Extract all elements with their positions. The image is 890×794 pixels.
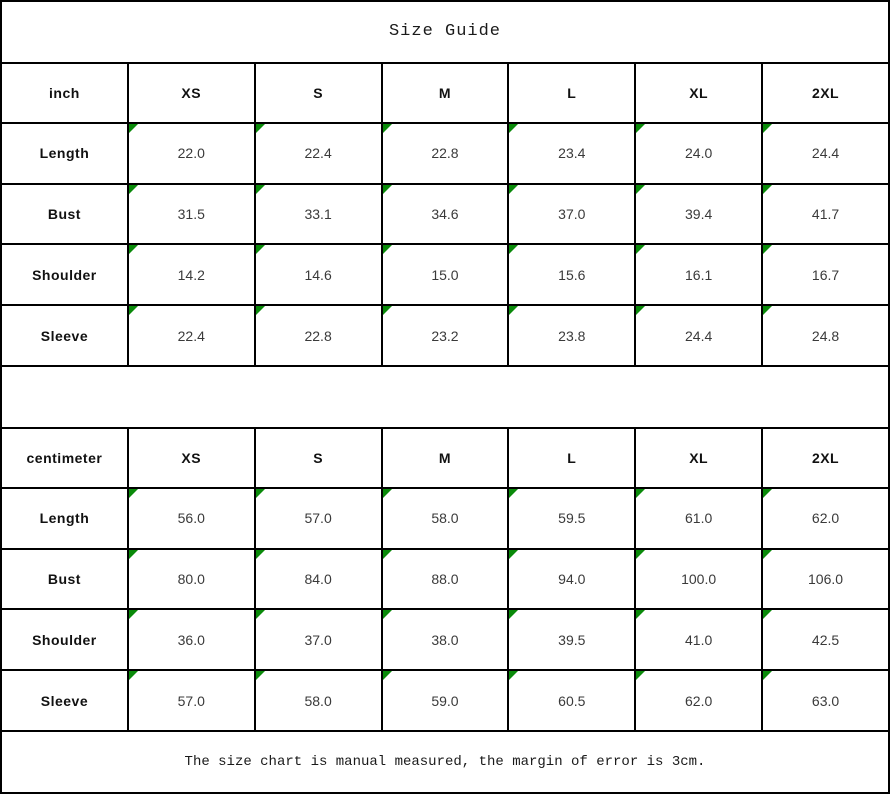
measurement-label-cell-shoulder-text: Shoulder bbox=[32, 266, 97, 283]
size-value-cell bbox=[382, 123, 509, 184]
size-value-cell bbox=[762, 609, 889, 670]
size-header-cell-xs-text: XS bbox=[181, 449, 202, 466]
size-header-cell-m-text: M bbox=[438, 84, 452, 101]
green-corner-marker-icon bbox=[636, 306, 645, 315]
size-header-cell-l bbox=[508, 63, 635, 123]
green-corner-marker-icon bbox=[383, 550, 392, 559]
green-corner-marker-icon bbox=[129, 124, 138, 133]
size-header-cell-2xl bbox=[762, 428, 889, 488]
green-corner-marker-icon bbox=[763, 306, 772, 315]
measurement-label-cell-length bbox=[1, 123, 128, 184]
size-value-cell-text: 36.0 bbox=[177, 631, 205, 648]
size-guide-table-body bbox=[1, 1, 889, 793]
size-value-cell bbox=[762, 305, 889, 366]
size-header-cell-2xl bbox=[762, 63, 889, 123]
size-value-cell bbox=[508, 670, 635, 731]
green-corner-marker-icon bbox=[509, 610, 518, 619]
size-value-cell bbox=[635, 488, 762, 549]
size-value-cell bbox=[382, 609, 509, 670]
size-header-cell-xl-text: XL bbox=[689, 449, 709, 466]
green-corner-marker-icon bbox=[763, 550, 772, 559]
green-corner-marker-icon bbox=[636, 245, 645, 254]
size-header-cell-xl-text: XL bbox=[689, 84, 709, 101]
footer-note-row bbox=[1, 731, 889, 793]
size-value-cell bbox=[128, 123, 255, 184]
green-corner-marker-icon bbox=[383, 489, 392, 498]
size-value-cell-text: 22.8 bbox=[304, 327, 332, 344]
measurement-row-shoulder bbox=[1, 609, 889, 670]
measurement-label-cell-sleeve bbox=[1, 670, 128, 731]
size-value-cell-text: 41.7 bbox=[811, 205, 840, 222]
spacer-row bbox=[1, 366, 889, 428]
green-corner-marker-icon bbox=[636, 610, 645, 619]
green-corner-marker-icon bbox=[636, 489, 645, 498]
size-value-cell-text: 39.4 bbox=[685, 205, 713, 222]
size-value-cell bbox=[635, 305, 762, 366]
unit-header-cell-inch bbox=[1, 63, 128, 123]
green-corner-marker-icon bbox=[383, 671, 392, 680]
measurement-row-bust bbox=[1, 549, 889, 610]
size-value-cell bbox=[255, 184, 382, 245]
green-corner-marker-icon bbox=[509, 671, 518, 680]
measurement-row-shoulder bbox=[1, 244, 889, 305]
size-value-cell bbox=[762, 549, 889, 610]
green-corner-marker-icon bbox=[256, 185, 265, 194]
size-value-cell-text: 22.8 bbox=[431, 145, 459, 162]
measurement-row-length bbox=[1, 123, 889, 184]
green-corner-marker-icon bbox=[763, 185, 772, 194]
size-value-cell bbox=[255, 609, 382, 670]
size-value-cell bbox=[255, 670, 382, 731]
green-corner-marker-icon bbox=[256, 489, 265, 498]
size-value-cell bbox=[128, 549, 255, 610]
size-value-cell bbox=[508, 244, 635, 305]
size-value-cell-text: 23.8 bbox=[558, 327, 586, 344]
green-corner-marker-icon bbox=[763, 671, 772, 680]
size-value-cell-text: 14.6 bbox=[304, 266, 332, 283]
unit-header-cell-inch-text: inch bbox=[49, 84, 80, 101]
size-header-cell-xs bbox=[128, 63, 255, 123]
size-value-cell-text: 80.0 bbox=[177, 571, 205, 588]
green-corner-marker-icon bbox=[383, 124, 392, 133]
size-header-cell-m bbox=[382, 428, 509, 488]
size-header-row-centimeter bbox=[1, 428, 889, 488]
green-corner-marker-icon bbox=[509, 306, 518, 315]
size-value-cell bbox=[382, 244, 509, 305]
green-corner-marker-icon bbox=[129, 489, 138, 498]
measurement-row-sleeve bbox=[1, 305, 889, 366]
size-value-cell-text: 33.1 bbox=[304, 205, 332, 222]
size-header-cell-s bbox=[255, 63, 382, 123]
measurement-label-cell-length bbox=[1, 488, 128, 549]
size-guide-title-text: Size Guide bbox=[388, 22, 502, 42]
green-corner-marker-icon bbox=[763, 245, 772, 254]
size-value-cell-text: 24.4 bbox=[685, 327, 713, 344]
size-value-cell bbox=[128, 488, 255, 549]
size-value-cell-text: 100.0 bbox=[681, 571, 717, 588]
size-value-cell bbox=[128, 305, 255, 366]
spacer-cell bbox=[1, 366, 889, 428]
measurement-label-cell-bust bbox=[1, 184, 128, 245]
size-value-cell-text: 23.2 bbox=[431, 327, 459, 344]
green-corner-marker-icon bbox=[256, 610, 265, 619]
size-value-cell-text: 58.0 bbox=[431, 510, 459, 527]
green-corner-marker-icon bbox=[509, 185, 518, 194]
size-value-cell bbox=[635, 184, 762, 245]
size-value-cell bbox=[382, 184, 509, 245]
size-value-cell-text: 41.0 bbox=[685, 631, 713, 648]
size-value-cell bbox=[762, 670, 889, 731]
unit-header-cell-centimeter-text: centimeter bbox=[26, 449, 103, 466]
size-header-cell-s-text: S bbox=[313, 449, 324, 466]
size-value-cell-text: 56.0 bbox=[177, 510, 205, 527]
size-value-cell-text: 106.0 bbox=[808, 571, 844, 588]
green-corner-marker-icon bbox=[129, 671, 138, 680]
green-corner-marker-icon bbox=[256, 550, 265, 559]
size-value-cell-text: 37.0 bbox=[304, 631, 332, 648]
size-value-cell bbox=[508, 184, 635, 245]
size-value-cell bbox=[255, 244, 382, 305]
size-header-row-inch bbox=[1, 63, 889, 123]
size-value-cell bbox=[635, 123, 762, 184]
green-corner-marker-icon bbox=[636, 124, 645, 133]
measurement-label-cell-sleeve-text: Sleeve bbox=[40, 692, 89, 709]
size-header-cell-s bbox=[255, 428, 382, 488]
size-value-cell bbox=[762, 488, 889, 549]
footer-note-text: The size chart is manual measured, the margin of error is 3cm. bbox=[184, 754, 706, 771]
size-header-cell-l bbox=[508, 428, 635, 488]
size-value-cell-text: 42.5 bbox=[811, 631, 840, 648]
green-corner-marker-icon bbox=[636, 185, 645, 194]
size-value-cell-text: 23.4 bbox=[558, 145, 586, 162]
size-header-cell-l-text: L bbox=[567, 449, 577, 466]
measurement-label-cell-length-text: Length bbox=[39, 145, 90, 162]
size-value-cell bbox=[255, 305, 382, 366]
size-value-cell bbox=[762, 123, 889, 184]
size-guide-title bbox=[1, 1, 889, 63]
measurement-label-cell-length-text: Length bbox=[39, 510, 90, 527]
size-value-cell bbox=[762, 244, 889, 305]
measurement-row-sleeve bbox=[1, 670, 889, 731]
size-value-cell-text: 14.2 bbox=[177, 266, 205, 283]
size-header-cell-m-text: M bbox=[438, 449, 452, 466]
size-header-cell-2xl-text: 2XL bbox=[811, 449, 840, 466]
size-value-cell bbox=[635, 609, 762, 670]
size-value-cell-text: 63.0 bbox=[811, 692, 840, 709]
size-value-cell bbox=[508, 488, 635, 549]
size-value-cell-text: 62.0 bbox=[811, 510, 840, 527]
green-corner-marker-icon bbox=[636, 550, 645, 559]
green-corner-marker-icon bbox=[383, 610, 392, 619]
measurement-label-cell-bust-text: Bust bbox=[47, 205, 81, 222]
size-value-cell-text: 58.0 bbox=[304, 692, 332, 709]
size-value-cell-text: 22.4 bbox=[177, 327, 205, 344]
size-value-cell-text: 31.5 bbox=[177, 205, 205, 222]
green-corner-marker-icon bbox=[256, 124, 265, 133]
size-value-cell-text: 22.0 bbox=[177, 145, 205, 162]
size-value-cell bbox=[128, 609, 255, 670]
size-value-cell-text: 15.0 bbox=[431, 266, 459, 283]
size-value-cell bbox=[128, 184, 255, 245]
size-header-cell-xs-text: XS bbox=[181, 84, 202, 101]
green-corner-marker-icon bbox=[129, 245, 138, 254]
green-corner-marker-icon bbox=[509, 489, 518, 498]
size-value-cell-text: 16.7 bbox=[811, 266, 840, 283]
green-corner-marker-icon bbox=[509, 550, 518, 559]
size-value-cell-text: 16.1 bbox=[685, 266, 713, 283]
measurement-label-cell-shoulder bbox=[1, 609, 128, 670]
size-value-cell bbox=[128, 244, 255, 305]
green-corner-marker-icon bbox=[256, 245, 265, 254]
size-value-cell bbox=[382, 549, 509, 610]
size-value-cell bbox=[762, 184, 889, 245]
size-value-cell bbox=[635, 244, 762, 305]
size-value-cell bbox=[508, 609, 635, 670]
size-value-cell-text: 22.4 bbox=[304, 145, 332, 162]
size-header-cell-s-text: S bbox=[313, 84, 324, 101]
size-value-cell-text: 59.0 bbox=[431, 692, 459, 709]
size-value-cell-text: 62.0 bbox=[685, 692, 713, 709]
measurement-row-length bbox=[1, 488, 889, 549]
size-value-cell bbox=[255, 549, 382, 610]
size-value-cell-text: 34.6 bbox=[431, 205, 459, 222]
green-corner-marker-icon bbox=[763, 610, 772, 619]
size-value-cell-text: 37.0 bbox=[558, 205, 586, 222]
footer-note bbox=[1, 731, 889, 793]
size-value-cell bbox=[635, 549, 762, 610]
size-header-cell-xl bbox=[635, 428, 762, 488]
size-value-cell-text: 39.5 bbox=[558, 631, 586, 648]
size-value-cell bbox=[508, 123, 635, 184]
green-corner-marker-icon bbox=[129, 550, 138, 559]
size-header-cell-xl bbox=[635, 63, 762, 123]
size-value-cell-text: 57.0 bbox=[304, 510, 332, 527]
size-value-cell-text: 57.0 bbox=[177, 692, 205, 709]
green-corner-marker-icon bbox=[509, 124, 518, 133]
measurement-row-bust bbox=[1, 184, 889, 245]
green-corner-marker-icon bbox=[383, 306, 392, 315]
size-value-cell-text: 24.4 bbox=[811, 145, 840, 162]
size-value-cell-text: 24.0 bbox=[685, 145, 713, 162]
size-value-cell-text: 59.5 bbox=[558, 510, 586, 527]
size-header-cell-m bbox=[382, 63, 509, 123]
green-corner-marker-icon bbox=[509, 245, 518, 254]
size-value-cell bbox=[382, 305, 509, 366]
green-corner-marker-icon bbox=[256, 306, 265, 315]
green-corner-marker-icon bbox=[129, 185, 138, 194]
size-header-cell-2xl-text: 2XL bbox=[811, 84, 840, 101]
title-row bbox=[1, 1, 889, 63]
measurement-label-cell-shoulder bbox=[1, 244, 128, 305]
size-value-cell bbox=[255, 123, 382, 184]
size-value-cell-text: 38.0 bbox=[431, 631, 459, 648]
green-corner-marker-icon bbox=[763, 124, 772, 133]
green-corner-marker-icon bbox=[129, 306, 138, 315]
size-value-cell bbox=[508, 305, 635, 366]
size-header-cell-l-text: L bbox=[567, 84, 577, 101]
green-corner-marker-icon bbox=[636, 671, 645, 680]
green-corner-marker-icon bbox=[383, 185, 392, 194]
measurement-label-cell-sleeve bbox=[1, 305, 128, 366]
size-value-cell-text: 60.5 bbox=[558, 692, 586, 709]
size-value-cell-text: 15.6 bbox=[558, 266, 586, 283]
size-value-cell-text: 24.8 bbox=[811, 327, 840, 344]
measurement-label-cell-sleeve-text: Sleeve bbox=[40, 327, 89, 344]
measurement-label-cell-bust bbox=[1, 549, 128, 610]
size-value-cell-text: 94.0 bbox=[558, 571, 586, 588]
green-corner-marker-icon bbox=[763, 489, 772, 498]
size-value-cell bbox=[382, 670, 509, 731]
size-value-cell bbox=[128, 670, 255, 731]
green-corner-marker-icon bbox=[383, 245, 392, 254]
size-header-cell-xs bbox=[128, 428, 255, 488]
unit-header-cell-centimeter bbox=[1, 428, 128, 488]
size-value-cell bbox=[382, 488, 509, 549]
green-corner-marker-icon bbox=[256, 671, 265, 680]
size-value-cell-text: 61.0 bbox=[685, 510, 713, 527]
size-value-cell bbox=[635, 670, 762, 731]
measurement-label-cell-shoulder-text: Shoulder bbox=[32, 631, 97, 648]
green-corner-marker-icon bbox=[129, 610, 138, 619]
measurement-label-cell-bust-text: Bust bbox=[47, 571, 81, 588]
size-value-cell-text: 88.0 bbox=[431, 571, 459, 588]
size-value-cell bbox=[508, 549, 635, 610]
size-value-cell bbox=[255, 488, 382, 549]
size-value-cell-text: 84.0 bbox=[304, 571, 332, 588]
